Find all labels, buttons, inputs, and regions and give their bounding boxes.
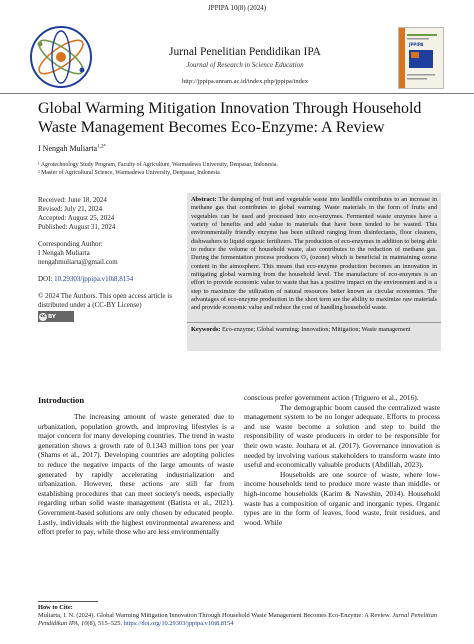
intro-paragraph-1: The increasing amount of waste generated due to urbanization, population growth, and improving lifestyles is a major concern for many developing countries. The trend in waste generation shows a growth rate of 0.1343 million tons per year (Shams et al., 2017). Developing countries are adopting policies to reduce the negative impacts of the large amounts of waste generated by rapidly accelerating industrialization and urbanization. However, these actions are still far from establishing procedures that can meet society's needs, especially regarding urban solid waste management (Batista et al., 2021). Government-based solutions are only chosen by educated people. Lastly, individuals with the highest environmental awareness and effort prefer to pay, while those who are less environmentally bbox=[38, 412, 234, 537]
corresponding-label: Corresponding Author: bbox=[38, 240, 103, 248]
doi-label: DOI: bbox=[38, 275, 55, 283]
body-right-column bbox=[244, 393, 440, 527]
revised-date: Revised: July 21, 2024 bbox=[38, 205, 103, 213]
cc-icon: cc bbox=[40, 314, 46, 319]
header-divider bbox=[0, 93, 474, 94]
author-line bbox=[38, 144, 106, 153]
citation-text: Muliarta, I. N. (2024). Global Warming Mitigation Innovation Through Household Waste Management Becomes Eco-Enzyme: A Review. bbox=[38, 612, 393, 619]
author-name: I Nengah Muliarta bbox=[38, 144, 98, 153]
journal-url-link[interactable]: http://jppipa.unram.ac.id/index.php/jppipa/index bbox=[181, 78, 308, 85]
doi-line bbox=[38, 275, 133, 284]
footer-divider bbox=[38, 601, 98, 602]
keywords-label: Keywords: bbox=[191, 326, 221, 333]
citation-issue-pages: (8), 515–525. bbox=[87, 620, 124, 627]
paper-title: Global Warming Mitigation Innovation Through Household Waste Management Becomes Eco-Enzyme: A Review bbox=[38, 100, 422, 136]
issue-label: JPPIPA 10(8) (2024) bbox=[207, 4, 267, 12]
journal-subtitle: Journal of Research in Science Education bbox=[186, 61, 304, 69]
affiliation-2: ² Master of Agricultural Science, Warmadewa University, Denpasar, Indonesia. bbox=[38, 170, 222, 176]
cover-title: JPPIPA bbox=[409, 42, 424, 47]
right-paragraph-3: Households are one source of waste, where low-income households tend to produce more waste than middle- or high-income households (Karim & Nawshin, 2014). Household waste has a composition of organic and inorganic types. Organic types are in the form of leaves, food waste, fruit residues, and wood. While bbox=[244, 469, 440, 527]
keywords-box bbox=[187, 323, 441, 351]
license-line-1: © 2024 The Authors. This open access article is bbox=[38, 292, 172, 300]
received-date: Received: June 18, 2024 bbox=[38, 196, 107, 204]
corresponding-email[interactable]: nengahmuliarta@gmail.com bbox=[38, 258, 118, 266]
citation bbox=[38, 612, 448, 628]
doi-link[interactable]: 10.29303/jppipa.v10i8.8154 bbox=[54, 275, 134, 283]
right-paragraph-2: The demographic boom caused the centralized waste management system to be no longer adequate. Efforts to process and use waste become a solution and step to build the responsibility of waste producers in order to be responsible for their own waste. Jouhara et al. (2017). Governance innovation is needed by involving various stakeholders to transform waste into useful and economically valuable products (Abdillah, 2023). bbox=[244, 402, 440, 470]
citation-journal: Jurnal Penelitian Pendidikan IPA, 10 bbox=[38, 612, 437, 627]
right-paragraph-1: conscious prefer government action (Triguero et al., 2016). bbox=[244, 393, 419, 402]
abstract bbox=[191, 196, 437, 313]
cc-by-license-badge[interactable] bbox=[38, 311, 74, 322]
abstract-text: The dumping of fruit and vegetable waste into landfills contributes to an increase in methane gas that contributes to global warming. Waste materials in the form of fruits and vegetables can be used and processed into eco-enzymes. Fermented waste enzymes have a variety of benefits and add value to materials that have been tended to be wasted. This environmentally friendly enzyme has been utilized ranging from disinfectants, floor cleaners, dishwashers to liquid organic fertilizers. The production of eco-enzymes in addition to being able to reduce the volume of household waste, also contributes to the reduction of methane gas. During the fermentation process produces O₃ (ozone) which is beneficial in maintaining ozone content in the atmosphere. This means that eco-enzyme production becomes an innovation in mitigating global warming from the household level. The manufacture of eco-enzymes is an effort to provide economic value to waste that has a positive impact on the environment and is a step to maximize the utilization of natural resources better known as circular economies. The advantages of eco-enzyme production in the short term are the ability to maximize raw materials and provide economic value and reduce the cost of handling household waste. bbox=[191, 196, 437, 312]
keywords-text: Eco-enzyme; Global warming; Innovation; Mitigation; Waste management bbox=[220, 326, 411, 333]
published-date: Published: August 31, 2024 bbox=[38, 223, 116, 231]
corresponding-name: I Nengah Muliarta bbox=[38, 249, 90, 257]
citation-doi-link[interactable]: https://doi.org/10.29303/jppipa.v10i8.8154 bbox=[123, 620, 234, 627]
body-left-column bbox=[38, 412, 234, 537]
how-to-cite-heading: How to Cite: bbox=[38, 604, 73, 611]
license-line-2: distributed under a (CC-BY License) bbox=[38, 301, 142, 309]
cc-by-icon: BY bbox=[48, 313, 56, 320]
accepted-date: Accepted: August 25, 2024 bbox=[38, 214, 115, 222]
journal-cover-thumbnail bbox=[398, 27, 444, 89]
introduction-heading: Introduction bbox=[38, 395, 85, 405]
journal-title: Jurnal Penelitian Pendidikan IPA bbox=[169, 46, 321, 58]
journal-logo-icon bbox=[28, 24, 94, 90]
affiliation-1: ¹ Agrotechnology Study Program, Faculty of Agriculture, Warmadewa University, Denpasar, Indonesia. bbox=[38, 162, 278, 168]
abstract-label: Abstract: bbox=[191, 196, 217, 203]
author-affiliation-marks: 1,2* bbox=[97, 144, 106, 150]
